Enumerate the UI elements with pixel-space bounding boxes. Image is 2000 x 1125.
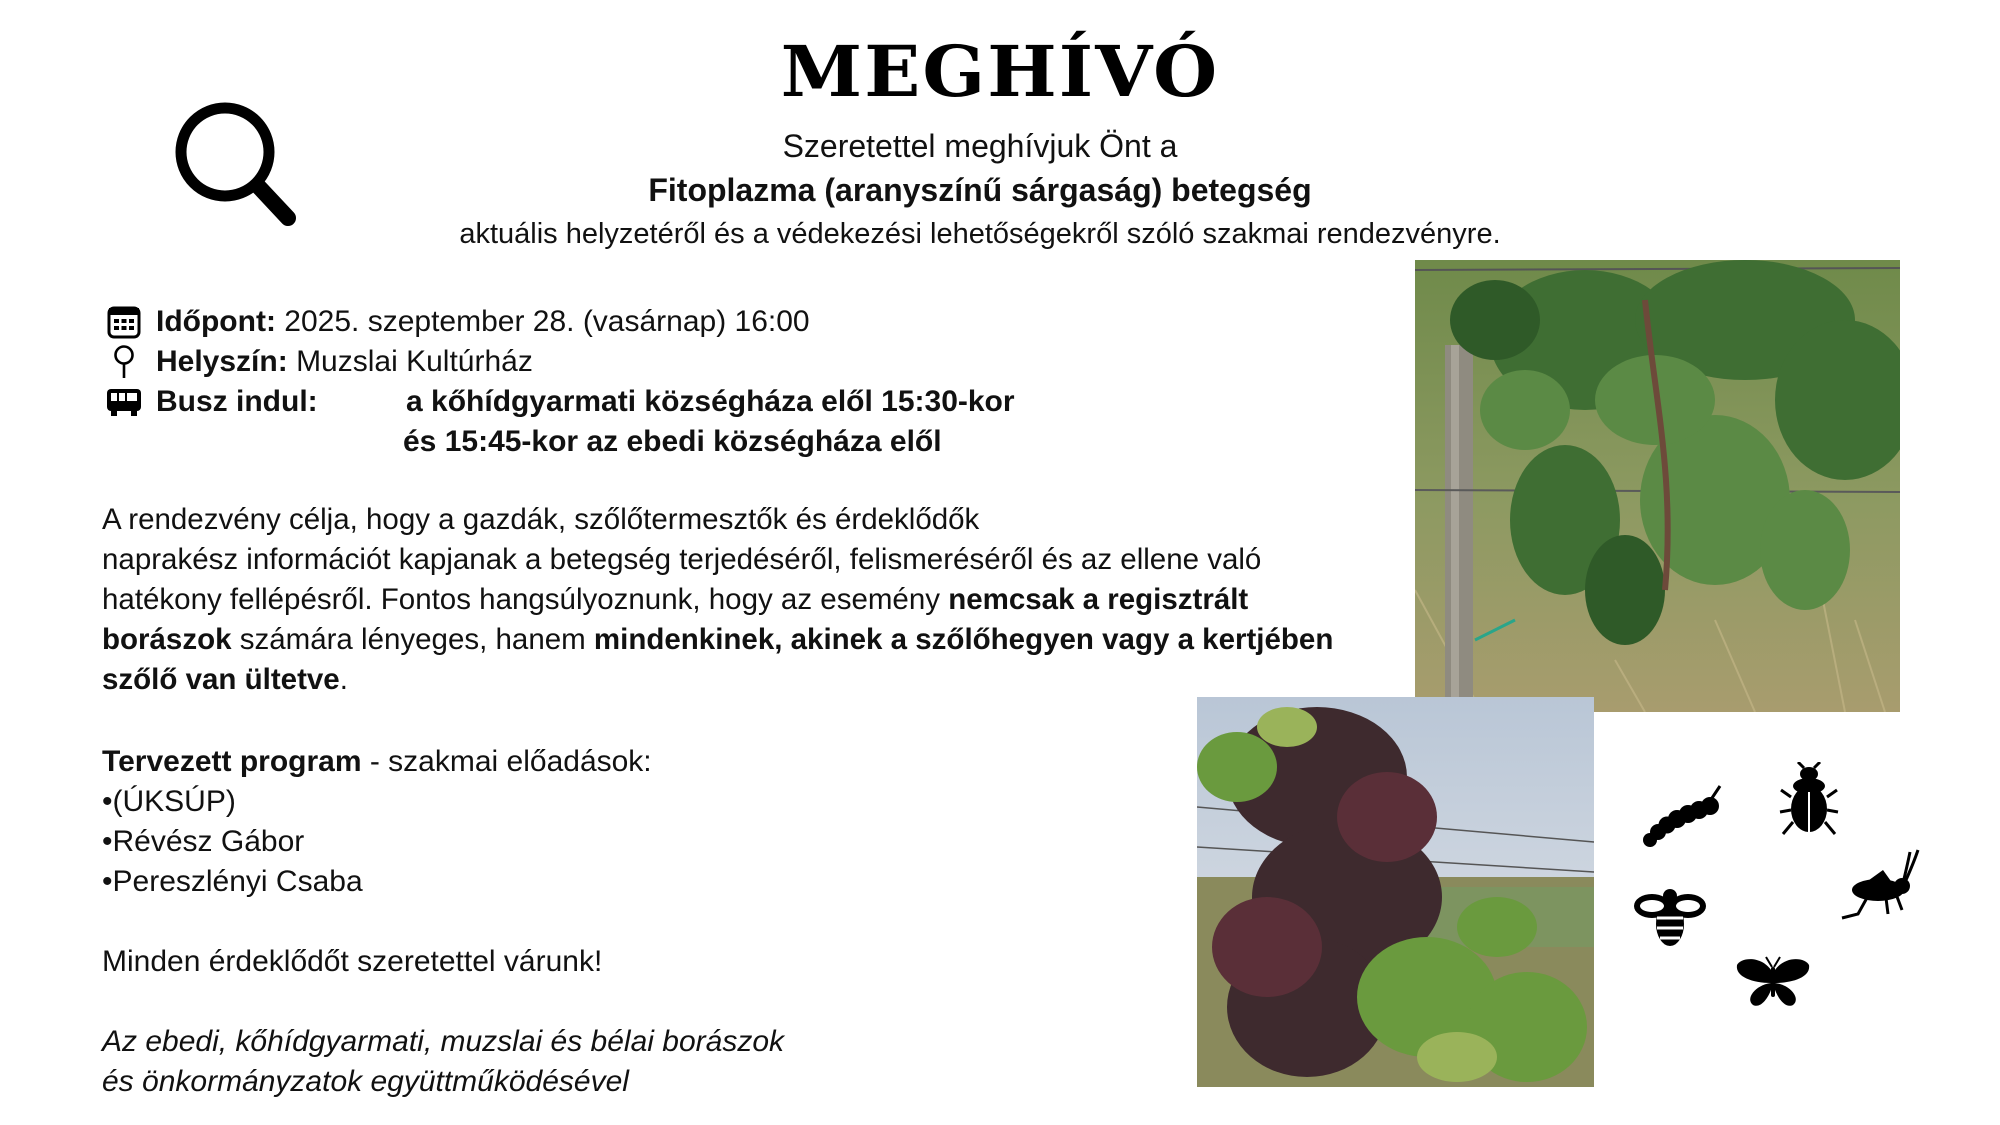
vine-leaves-photo	[1415, 260, 1900, 712]
purpose-text-2: naprakész információt kapjanak a betegség terjedéséről, felismeréséről és az ellene való hatékony fellépésről. Fontos hangsúlyoznunk, hogy az esemény	[102, 543, 1262, 616]
butterfly-icon	[1735, 955, 1811, 1009]
grasshopper-icon	[1838, 848, 1920, 923]
intro-text: Szeretettel meghívjuk Önt a	[782, 128, 1178, 164]
event-purpose	[102, 500, 1342, 700]
bus-line1: a kőhídgyarmati községháza elől 15:30-kor	[406, 385, 1015, 418]
welcome-text: Minden érdeklődőt szeretettel várunk!	[102, 945, 603, 978]
calendar-icon	[104, 302, 144, 342]
place-label: Helyszín:	[156, 345, 288, 378]
caterpillar-icon	[1640, 782, 1725, 852]
bus-label: Busz indul:	[156, 385, 318, 418]
program-heading	[102, 745, 652, 779]
magnifier-icon	[170, 100, 310, 235]
time-value: 2025. szeptember 28. (vasárnap) 16:00	[284, 305, 810, 338]
bee-icon	[1632, 882, 1708, 952]
diseased-vine-photo	[1197, 697, 1594, 1087]
page-title: MEGHÍVÓ	[780, 30, 1220, 113]
closing-line-1: Az ebedi, kőhídgyarmati, muzslai és bélai borászok	[102, 1025, 785, 1058]
purpose-text-4: .	[339, 663, 348, 696]
purpose-bold-1: nemcsak a regisztrált borászok	[102, 583, 1249, 656]
purpose-text-3: számára lényeges, hanem	[231, 623, 594, 656]
bus-line2: és 15:45-kor az ebedi községháza elől	[403, 425, 942, 458]
purpose-text-1: A rendezvény célja, hogy a gazdák, szőlőtermesztők és érdeklődők	[102, 503, 980, 536]
time-label: Időpont:	[156, 305, 276, 338]
location-pin-icon	[104, 342, 144, 382]
place-value: Muzslai Kultúrház	[296, 345, 533, 378]
event-name: Fitoplazma (aranyszínű sárgaság) betegség	[648, 172, 1312, 208]
bus-icon	[104, 382, 144, 422]
event-description: aktuális helyzetéről és a védekezési lehetőségekről szóló szakmai rendezvényre.	[459, 218, 1501, 250]
program-item: •(ÚKSÚP)	[102, 785, 236, 818]
time-row	[104, 302, 810, 342]
program-heading-bold: Tervezett program	[102, 745, 362, 778]
program-item: •Révész Gábor	[102, 825, 305, 858]
place-row	[104, 342, 533, 382]
purpose-bold-2: mindenkinek, akinek a szőlőhegyen vagy a kertjében szőlő van ültetve	[102, 623, 1334, 696]
program-item: •Pereszlényi Csaba	[102, 865, 363, 898]
closing-line-2: és önkormányzatok együttműködésével	[102, 1065, 629, 1098]
bus-row	[104, 382, 1015, 422]
beetle-icon	[1778, 762, 1840, 837]
program-heading-rest: - szakmai előadások:	[361, 745, 652, 778]
